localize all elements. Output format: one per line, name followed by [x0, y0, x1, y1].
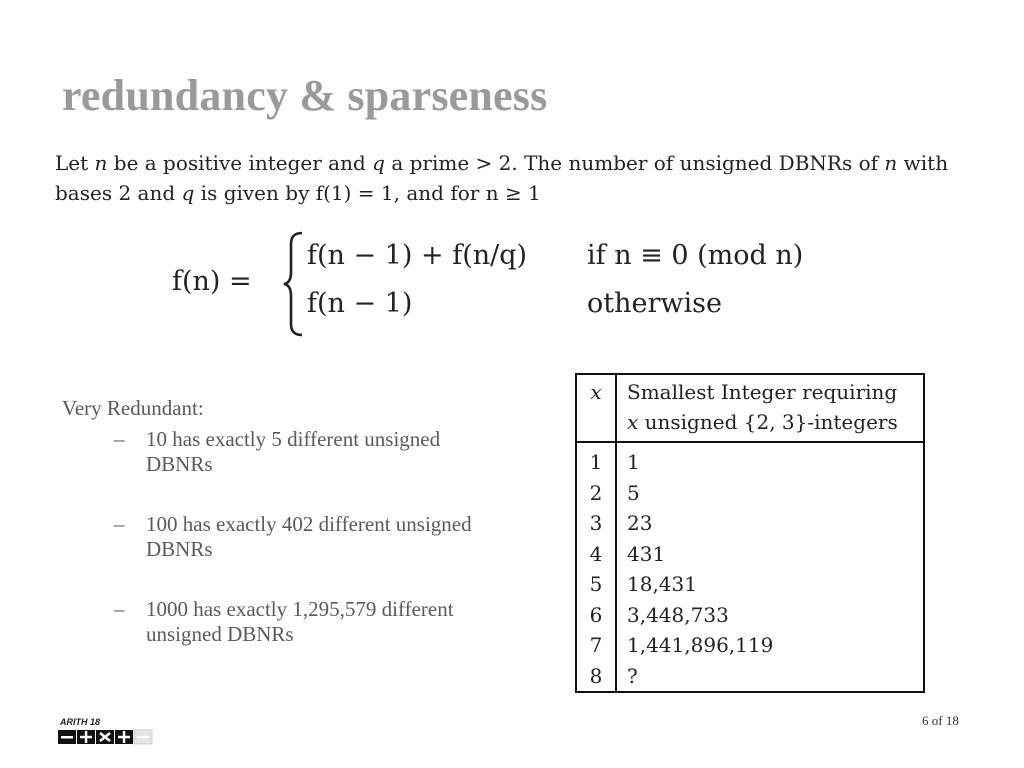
cell-value: 23 [627, 511, 653, 535]
cell-value: 431 [627, 541, 666, 566]
base-case-equation: f(1) = 1 [315, 181, 394, 205]
formula-lhs: f(n) = [172, 266, 252, 297]
header-line-one: Smallest Integer requiring [627, 380, 898, 404]
intro-text: Let [55, 151, 95, 175]
list-item-text: 1000 has exactly 1,295,579 different unsigned DBNRs [146, 597, 454, 646]
dash-bullet: – [114, 597, 125, 621]
cell-x: 6 [576, 600, 616, 631]
table-row [576, 508, 924, 539]
table-row [576, 661, 924, 693]
case-one-condition: if n ≡ 0 (mod n) [587, 240, 804, 271]
table-row [576, 630, 924, 661]
cell-value: 1,441,896,119 [627, 633, 774, 657]
logo-text: ARITH 18 [60, 717, 101, 727]
condition-equation: n ≥ 1 [485, 181, 541, 205]
cell-x: 1 [576, 442, 616, 478]
table-row [576, 569, 924, 600]
header-line-two [627, 407, 913, 437]
case-two-expression: f(n − 1) [307, 288, 413, 319]
cell-value: 18,431 [627, 572, 697, 596]
cell-value: 1 [627, 450, 640, 474]
var-q: q [372, 151, 385, 175]
cell-x: 5 [576, 569, 616, 600]
redundancy-list [62, 396, 482, 682]
case-one-expression: f(n − 1) + f(n/q) [307, 240, 528, 271]
header-var-x: x [627, 410, 639, 434]
dash-bullet: – [114, 427, 125, 451]
cell-x: 7 [576, 630, 616, 661]
table-row [576, 600, 924, 631]
intro-text: a prime > 2. The number of unsigned DBNRs of [384, 151, 885, 175]
table-row [576, 478, 924, 509]
cell-value: ? [627, 663, 638, 688]
cell-x: 2 [576, 478, 616, 509]
header-description [616, 374, 924, 442]
list-heading: Very Redundant: [62, 396, 204, 420]
table-row [576, 539, 924, 570]
list-item [62, 597, 482, 647]
table-header-row [576, 374, 924, 442]
intro-text: , and for [393, 181, 486, 205]
list-item [62, 512, 482, 562]
intro-paragraph [55, 148, 985, 208]
header-line-two-text: unsigned {2, 3}-integers [638, 410, 898, 434]
cell-value: 5 [627, 480, 640, 505]
var-q: q [181, 181, 195, 205]
intro-text: with bases 2 and [55, 151, 949, 205]
header-x [576, 374, 616, 442]
list-item-text: 10 has exactly 5 different unsigned DBNRs [146, 427, 441, 476]
smallest-integer-table [575, 373, 925, 693]
intro-text: is given by [194, 181, 316, 205]
arith-logo [58, 716, 154, 748]
header-x-label: x [590, 380, 602, 404]
page-number: 6 of 18 [922, 713, 959, 728]
case-two-condition: otherwise [587, 288, 722, 319]
var-n: n [884, 151, 898, 175]
intro-text: be a positive integer and [107, 151, 373, 175]
var-n: n [94, 151, 108, 175]
list-item-text: 100 has exactly 402 different unsigned DBNRs [146, 512, 472, 561]
cell-x: 3 [576, 508, 616, 539]
bullet-list [62, 427, 482, 647]
left-brace [282, 230, 306, 338]
cell-x: 4 [576, 539, 616, 570]
cell-value: 3,448,733 [627, 602, 729, 627]
slide-title: redundancy & sparseness [62, 71, 548, 120]
cell-x: 8 [576, 661, 616, 693]
list-item [62, 427, 482, 477]
dash-bullet: – [114, 512, 125, 536]
table-row [576, 442, 924, 478]
recurrence-formula [172, 230, 872, 340]
